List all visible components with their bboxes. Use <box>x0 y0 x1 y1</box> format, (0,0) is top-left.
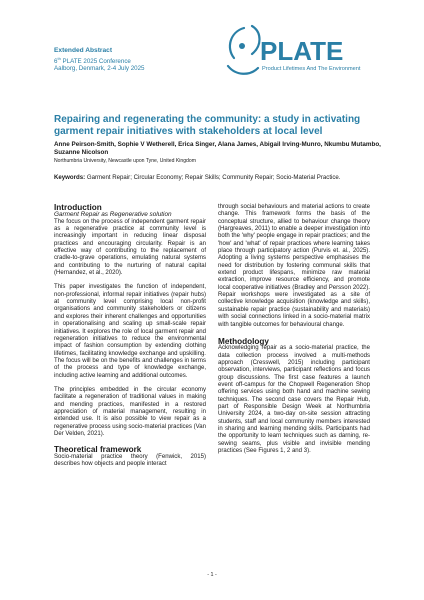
theoretical-framework-heading: Theoretical framework <box>54 445 142 455</box>
keywords-label: Keywords: <box>54 174 86 181</box>
keywords-text: Garment Repair; Circular Economy; Repair Skills; Community Repair; Socio-Material Practice. <box>85 174 341 181</box>
keywords <box>54 174 370 182</box>
logo-wordmark: PLATE <box>260 36 344 66</box>
intro-paragraph-1: The focus on the process of independent garment repair as a regenerative practice at community level is increasingly important in reducing linear disposal practices and encouraging circularity. Repair is an effective way of contributing to the replacement of cradle-to-grave operations, emulating natural systems and contributing to the nurturing of natural capital (Hernandez, et al., 2020). <box>54 218 206 277</box>
intro-paragraph-3: The principles embedded in the circular economy facilitate a regeneration of traditional values in making and mending practices, manifested in a restored appreciation of material management, resulting in extended use. It is also possible to view repair as a regenerative process using socio-material practices (Van Der Velden, 2021). <box>54 386 206 437</box>
left-column <box>54 204 206 468</box>
author-affiliation: Northumbria University, Newcastle upon Tyne, United Kingdom <box>54 158 196 164</box>
methodology-paragraph-1: Acknowledging repair as a socio-material practice, the data collection process involved a multi-methods approach (Cresswell, 2015) including participant observation, interviews, participant reflections and focus group discussions. The first case features a launch event off-campus for the Chopwell Regeneration Shop offering services using both hand and machine sewing techniques. The second case covers the Repair Hub, part of Responsible Design Week at Northumbria University 2024, a two-day on-site session attracting students, staff and local community members interested in sharing and learning mending skills. Participants had the opportunity to learn techniques such as darning, re-sewing seams, plus visible and invisible mending practices (See Figures 1, 2 and 3). <box>218 345 370 454</box>
page-number: - 1 - <box>207 572 217 578</box>
theory-paragraph-1: Socio-material practice theory (Fenwick, 2015) describes how objects and people interact <box>54 453 206 467</box>
introduction-subheading: Garment Repair as Regenerative solution <box>54 211 172 219</box>
logo-tagline: Product Lifetimes And The Environment <box>262 66 361 72</box>
intro-paragraph-2: This paper investigates the function of independent, non-professional, informal repair initiatives (repair hubs) at community level comprising local non-profit organisations and community stakeholders or citizens and explores their inherent challenges and opportunities in operationalising and scaling up small-scale repair initiatives. It explores the role of local garment repair and regeneration initiatives to reduce the environmental impact of fashion consumption by extending clothing lifetimes, facilitating knowledge exchange and upskilling. The focus will be on the benefits and challenges in terms of the process and type of knowledge exchange, including active learning and additional outcomes. <box>54 284 206 379</box>
abstract-type-label: Extended Abstract <box>54 47 113 54</box>
introduction-heading: Introduction <box>54 203 102 212</box>
paper-authors: Anne Peirson-Smith, Sophie V Wetherell, Erica Singer, Alana James, Abigail Irving-Munro, Nkumbu Mutambo, Suzanne Nicolson <box>54 141 381 156</box>
right-column <box>218 204 370 455</box>
theory-paragraph-continued: through social behaviours and material actions to create change. This framework forms the basis of the conceptual structure, allied to behaviour change theory (Hargreaves, 2011) to enable a deeper investigation into both the 'why' people engage in repair practices; and the 'how' and 'what' of repair practices where learning takes place through participatory action (Purvis et. al., 2025). Adopting a living systems perspective emphasises the need for distribution by fostering communal skills that extend product lifespans, minimize raw material extraction, improve resource efficiency, and promote local cooperative initiatives (Bradley and Persson 2022). Repair workshops were investigated as a site of collective knowledge acquisition (knowledge and skills), sustainable repair practice (sustainability and materials) with social connections linked in a socio-material matrix with tangible outcomes for behavioural change. <box>218 204 370 328</box>
conference-location: Aalborg, Denmark, 2-4 July 2025 <box>54 65 145 72</box>
paper-title: Repairing and regenerating the community: a study in activating garment repair initiatives with stakeholders at local level <box>54 114 361 137</box>
plate-logo <box>222 22 384 82</box>
plate-logo-mark <box>222 22 384 82</box>
conference-name: 6th PLATE 2025 Conference <box>54 56 131 66</box>
methodology-heading: Methodology <box>218 336 269 346</box>
